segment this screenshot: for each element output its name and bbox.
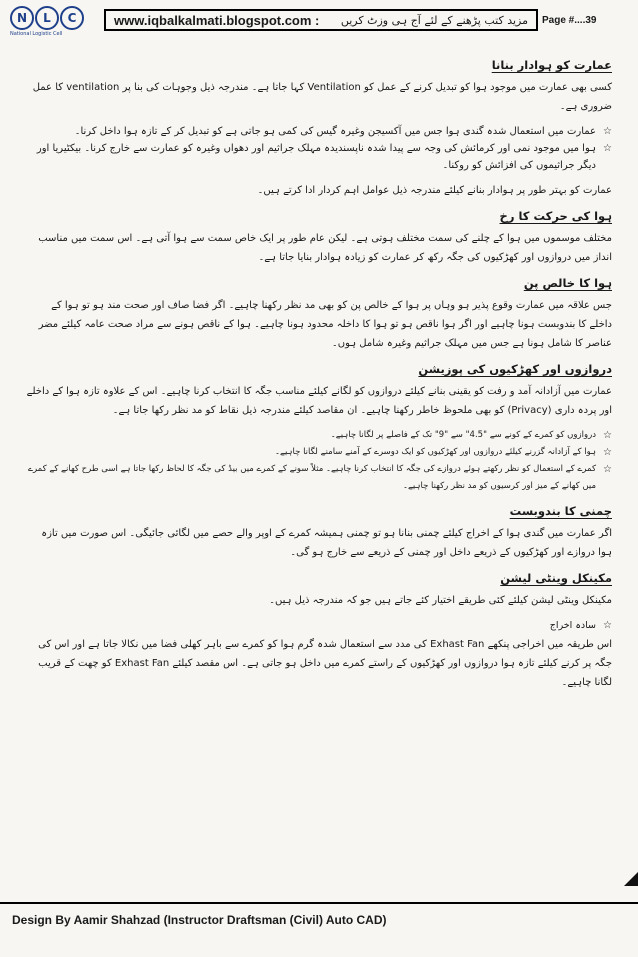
logo-letter: L <box>35 6 59 30</box>
paragraph: اس طریقہ میں اخراجی پنکھے Exhast Fan کی مدد سے استعمال شدہ گرم ہوا کو کمرے سے باہر کھلی فضا میں نکالا جاتا ہے اور اس کی جگہ پر کرنے کیلئے تازہ ہوا دروازوں اور کھڑکیوں کے راستے کمرے میں داخل ہو جاتی ہے۔ اس مقصد کیلئے Exhast Fan کو چھت کے قریب لگانا چاہیے۔ <box>38 639 612 688</box>
sub-heading: ☆ سادہ اخراج <box>26 617 612 635</box>
list-item: ☆ عمارت میں استعمال شدہ گندی ہوا جس میں آکسیجن وغیرہ گیس کی کمی ہو جاتی ہے کو تبدیل کر کے تازہ ہوا داخل کرنا۔ <box>26 123 612 140</box>
logo-letter: C <box>60 6 84 30</box>
page-number: Page #....39 <box>542 15 597 26</box>
paragraph: جس علاقہ میں عمارت وقوع پذیر ہو وہاں پر ہوا کے خالص پن کو بھی مد نظر رکھنا چاہیے۔ اگر فضا صاف اور صحت مند ہو تو ہوا کے داخلے کا بندوبست ہونا چاہیے اور اگر ہوا ناقص ہو تو ہوا کا داخلہ محدود ہونا چاہیے۔ ہوا کے ناقص ہونے سے مراد صحت عامہ کیلئے مضر عناصر کا شامل ہونا ہے جس میں مہلک جراثیم وغیرہ شامل ہوں۔ <box>38 300 612 349</box>
url-banner <box>104 9 538 31</box>
logo-letter: N <box>10 6 34 30</box>
section-heading: ہوا کا خالص پن <box>523 276 612 290</box>
section-heading: عمارت کو ہوادار بنانا <box>491 58 612 72</box>
section-heading: چمنی کا بندوبست <box>509 504 612 518</box>
page-header <box>8 6 630 36</box>
corner-triangle-icon <box>624 872 638 886</box>
footer-divider <box>0 902 638 904</box>
footer-credit: Design By Aamir Shahzad (Instructor Draftsman (Civil) Auto CAD) <box>12 913 387 927</box>
paragraph: مکینکل وینٹی لیشن کیلئے کئی طریقے اختیار کئے جاتے ہیں جو کہ مندرجہ ذیل ہیں۔ <box>269 595 612 606</box>
list-item: ☆ کمرے کے استعمال کو نظر رکھتے ہوئے دروازے کی جگہ کا انتخاب کرنا چاہیے۔ مثلاً سونے کے کمرے میں بیڈ کی جگہ کا لحاظ رکھا جاتا ہے اسی طرح کھانے کے کمرے میں کھانے کے میز اور کرسیوں کو مد نظر رکھنا چاہیے۔ <box>26 461 612 495</box>
section-heading: دروازوں اور کھڑکیوں کی پوزیشن <box>418 362 612 376</box>
list-item: ☆ دروازوں کو کمرے کے کونے سے "4.5" سے "9" تک کے فاصلے پر لگانا چاہیے۔ <box>26 427 612 444</box>
blog-url[interactable]: www.iqbalkalmati.blogspot.com : <box>114 12 320 28</box>
paragraph: عمارت میں آزادانہ آمد و رفت کو یقینی بنانے کیلئے دروازوں کو لگانے کیلئے مناسب جگہ کا انتخاب کرنا چاہیے۔ اس کے علاوہ تازہ ہوا کے داخلے اور پردہ داری (Privacy) کو بھی ملحوظ خاطر رکھنا چاہیے۔ ان مقاصد کیلئے مندرجہ ذیل نقاط کو مد نظر رکھا جاتا ہے۔ <box>26 386 612 416</box>
document-body <box>26 56 612 699</box>
logo-subtitle: National Logistic Cell <box>10 31 63 37</box>
logo-mark <box>10 6 86 30</box>
section-heading: ہوا کی حرکت کا رخ <box>499 209 612 223</box>
paragraph: عمارت کو بہتر طور پر ہوادار بنانے کیلئے مندرجہ ذیل عوامل اہم کردار ادا کرتے ہیں۔ <box>257 185 612 196</box>
paragraph: کسی بھی عمارت میں موجود ہوا کو تبدیل کرنے کے عمل کو Ventilation کہا جاتا ہے۔ مندرجہ ذیل وجوہات کی بنا پر ventilation کا عمل ضروری ہے۔ <box>32 82 612 112</box>
paragraph: اگر عمارت میں گندی ہوا کے اخراج کیلئے چمنی بنانا ہو تو چمنی ہمیشہ کمرے کے اوپر والے حصے میں لگائی جائیگی۔ اس صورت میں تازہ ہوا دروازے اور کھڑکیوں کے ذریعے داخل اور چمنی کے ذریعے سے خارج ہو گی۔ <box>41 528 612 558</box>
url-caption: مزید کتب پڑھنے کے لئے آج ہی وزٹ کریں <box>340 13 528 27</box>
logo <box>10 6 86 36</box>
list-item: ☆ ہوا کے آزادانہ گزرنے کیلئے دروازوں اور کھڑکیوں کو ایک دوسرے کے آمنے سامنے لگانا چاہیے۔ <box>26 444 612 461</box>
list-item: ☆ ہوا میں موجود نمی اور کرمائش کی وجہ سے پیدا شدہ ناپسندیدہ مہلک جراثیم اور دھواں وغیرہ کو عمارت سے خارج کرنا۔ بیکٹیریا اور دیگر جراثیموں کی افزائش کو روکنا۔ <box>26 140 612 174</box>
bullet-list <box>26 123 612 174</box>
section-heading: مکینکل وینٹی لیشن <box>500 571 612 585</box>
paragraph: مختلف موسموں میں ہوا کے چلنے کی سمت مختلف ہوتی ہے۔ لیکن عام طور پر ایک خاص سمت سے ہوا آتی ہے۔ اس سمت میں مناسب انداز میں دروازوں اور کھڑکیوں کی جگہ رکھ کر عمارت کو زیادہ ہوادار بنایا جاتا ہے۔ <box>38 233 612 263</box>
bullet-list <box>26 427 612 495</box>
